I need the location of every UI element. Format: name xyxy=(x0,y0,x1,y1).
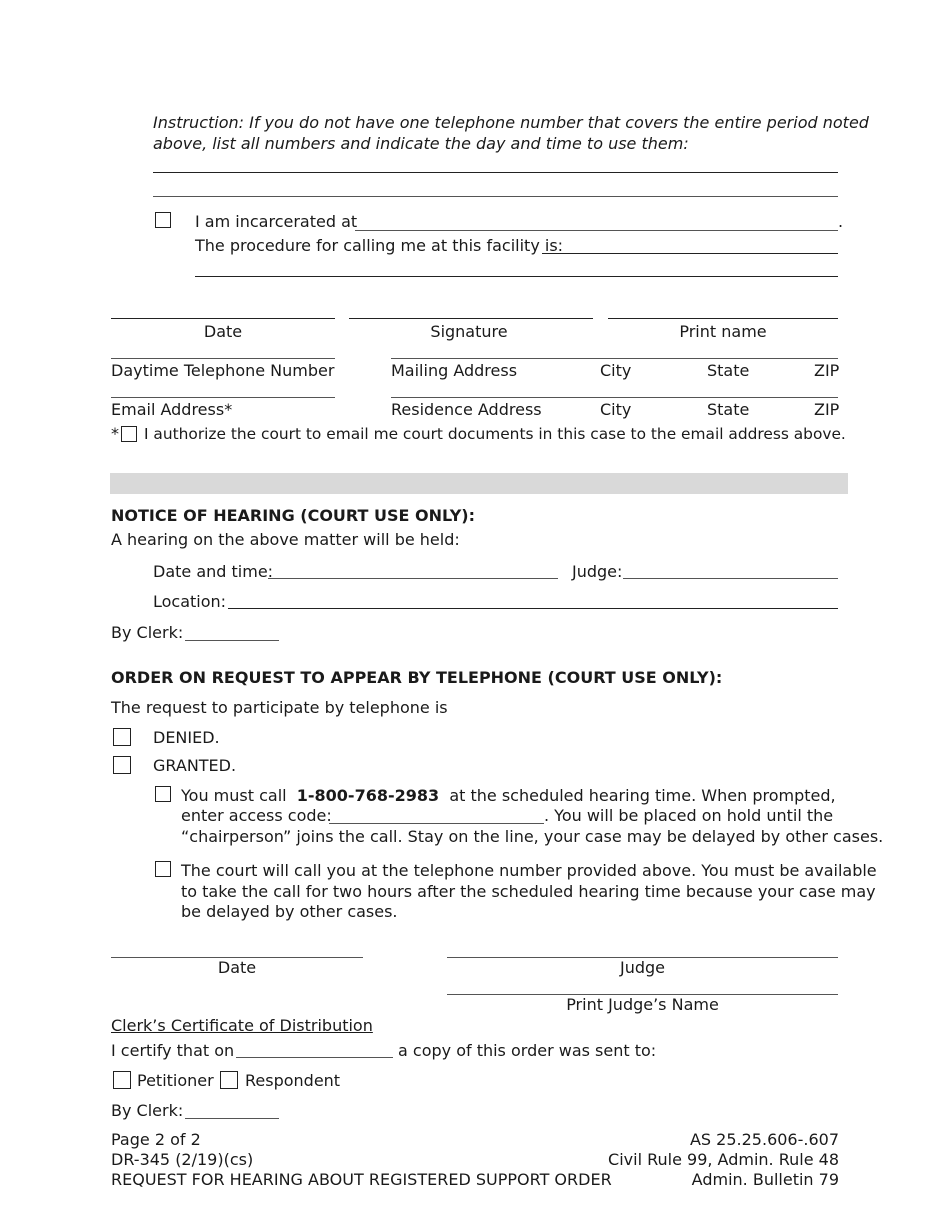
print-name-field[interactable] xyxy=(608,318,838,319)
cert-by-clerk-field[interactable] xyxy=(185,1118,279,1119)
residence-state-label: State xyxy=(707,400,750,419)
daytime-phone-field[interactable] xyxy=(111,358,335,359)
hearing-location-field[interactable] xyxy=(228,608,838,609)
mailing-address-label: Mailing Address xyxy=(391,361,518,380)
hearing-date-time-label: Date and time: xyxy=(153,562,274,581)
mailing-zip-label: ZIP xyxy=(814,361,840,380)
chairperson-line: “chairperson” joins the call. Stay on the line, your case may be delayed by other cases. xyxy=(181,827,884,846)
procedure-label: The procedure for calling me at this facility is: xyxy=(195,236,564,255)
order-intro: The request to participate by telephone is xyxy=(111,698,448,717)
date-label: Date xyxy=(203,322,243,341)
call-suffix: at the scheduled hearing time. When prompted, xyxy=(449,786,836,805)
email-field[interactable] xyxy=(111,397,335,398)
instruction-line-2: above, list all numbers and indicate the day and time to use them: xyxy=(153,134,689,153)
footer-page-number: Page 2 of 2 xyxy=(111,1130,201,1149)
footer-form-number: DR-345 (2/19)(cs) xyxy=(111,1150,254,1169)
footer-statute: AS 25.25.606-.607 xyxy=(689,1130,839,1149)
call-phone-number: 1-800-768-2983 xyxy=(296,786,440,805)
access-code-field[interactable] xyxy=(329,823,544,824)
notice-by-clerk-field[interactable] xyxy=(185,640,279,641)
residence-city-label: City xyxy=(600,400,632,419)
signature-field[interactable] xyxy=(349,318,593,319)
court-call-line-3: be delayed by other cases. xyxy=(181,902,398,921)
date-field[interactable] xyxy=(111,318,335,319)
email-auth-label: I authorize the court to email me court documents in this case to the email address above. xyxy=(144,425,846,443)
cert-by-clerk-label: By Clerk: xyxy=(111,1101,184,1120)
incarcerated-facility-field[interactable] xyxy=(355,230,838,231)
phone-numbers-line-1[interactable] xyxy=(153,172,838,173)
access-code-label: enter access code: xyxy=(181,806,332,825)
procedure-field-1[interactable] xyxy=(542,253,838,254)
incarcerated-period: . xyxy=(838,212,844,231)
email-label: Email Address* xyxy=(111,400,233,419)
residence-zip-label: ZIP xyxy=(814,400,840,419)
certify-date-field[interactable] xyxy=(236,1057,393,1058)
hearing-judge-field[interactable] xyxy=(623,578,838,579)
court-call-line-2: to take the call for two hours after the scheduled hearing time because your case may xyxy=(181,882,876,901)
petitioner-checkbox[interactable] xyxy=(113,1071,131,1089)
notice-by-clerk-label: By Clerk: xyxy=(111,623,184,642)
petitioner-label: Petitioner xyxy=(137,1071,214,1090)
order-date-label: Date xyxy=(217,958,257,977)
mailing-address-field[interactable] xyxy=(391,358,838,359)
court-call-line-1: The court will call you at the telephone number provided above. You must be available xyxy=(181,861,877,880)
incarcerated-checkbox[interactable] xyxy=(155,212,171,228)
signature-label: Signature xyxy=(430,322,508,341)
hearing-date-time-field[interactable] xyxy=(268,578,558,579)
granted-label: GRANTED. xyxy=(153,756,237,775)
order-heading: ORDER ON REQUEST TO APPEAR BY TELEPHONE (COURT USE ONLY): xyxy=(111,668,723,687)
respondent-checkbox[interactable] xyxy=(220,1071,238,1089)
judge-label: Judge xyxy=(619,958,665,977)
hearing-judge-label: Judge: xyxy=(572,562,623,581)
denied-label: DENIED. xyxy=(153,728,220,747)
granted-checkbox[interactable] xyxy=(113,756,131,774)
notice-heading: NOTICE OF HEARING (COURT USE ONLY): xyxy=(111,506,476,525)
footer-bulletin: Admin. Bulletin 79 xyxy=(691,1170,839,1189)
certify-suffix: a copy of this order was sent to: xyxy=(398,1041,657,1060)
residence-address-field[interactable] xyxy=(391,397,838,398)
respondent-label: Respondent xyxy=(245,1071,341,1090)
print-name-label: Print name xyxy=(679,322,767,341)
phone-numbers-line-2[interactable] xyxy=(153,196,838,197)
denied-checkbox[interactable] xyxy=(113,728,131,746)
hearing-location-label: Location: xyxy=(153,592,227,611)
section-divider-band xyxy=(110,473,848,494)
procedure-field-2[interactable] xyxy=(195,276,838,277)
footer-rules: Civil Rule 99, Admin. Rule 48 xyxy=(608,1150,839,1169)
instruction-line-1: Instruction: If you do not have one telephone number that covers the entire period noted xyxy=(153,113,869,132)
court-call-checkbox[interactable] xyxy=(155,861,171,877)
daytime-phone-label: Daytime Telephone Number xyxy=(111,361,335,380)
residence-address-label: Residence Address xyxy=(391,400,542,419)
footer-form-title: REQUEST FOR HEARING ABOUT REGISTERED SUPPORT ORDER xyxy=(111,1170,612,1189)
access-code-suffix: . You will be placed on hold until the xyxy=(544,806,834,825)
call-prefix: You must call xyxy=(181,786,287,805)
certify-prefix: I certify that on xyxy=(111,1041,235,1060)
email-auth-star: * xyxy=(111,424,119,443)
incarcerated-label: I am incarcerated at xyxy=(195,212,358,231)
print-judge-name-label: Print Judge’s Name xyxy=(566,995,719,1014)
clerk-certificate-heading: Clerk’s Certificate of Distribution xyxy=(111,1016,373,1035)
call-in-line-1 xyxy=(181,786,836,806)
notice-intro: A hearing on the above matter will be held: xyxy=(111,530,460,549)
mailing-city-label: City xyxy=(600,361,632,380)
call-in-checkbox[interactable] xyxy=(155,786,171,802)
email-auth-checkbox[interactable] xyxy=(121,426,137,442)
mailing-state-label: State xyxy=(707,361,750,380)
